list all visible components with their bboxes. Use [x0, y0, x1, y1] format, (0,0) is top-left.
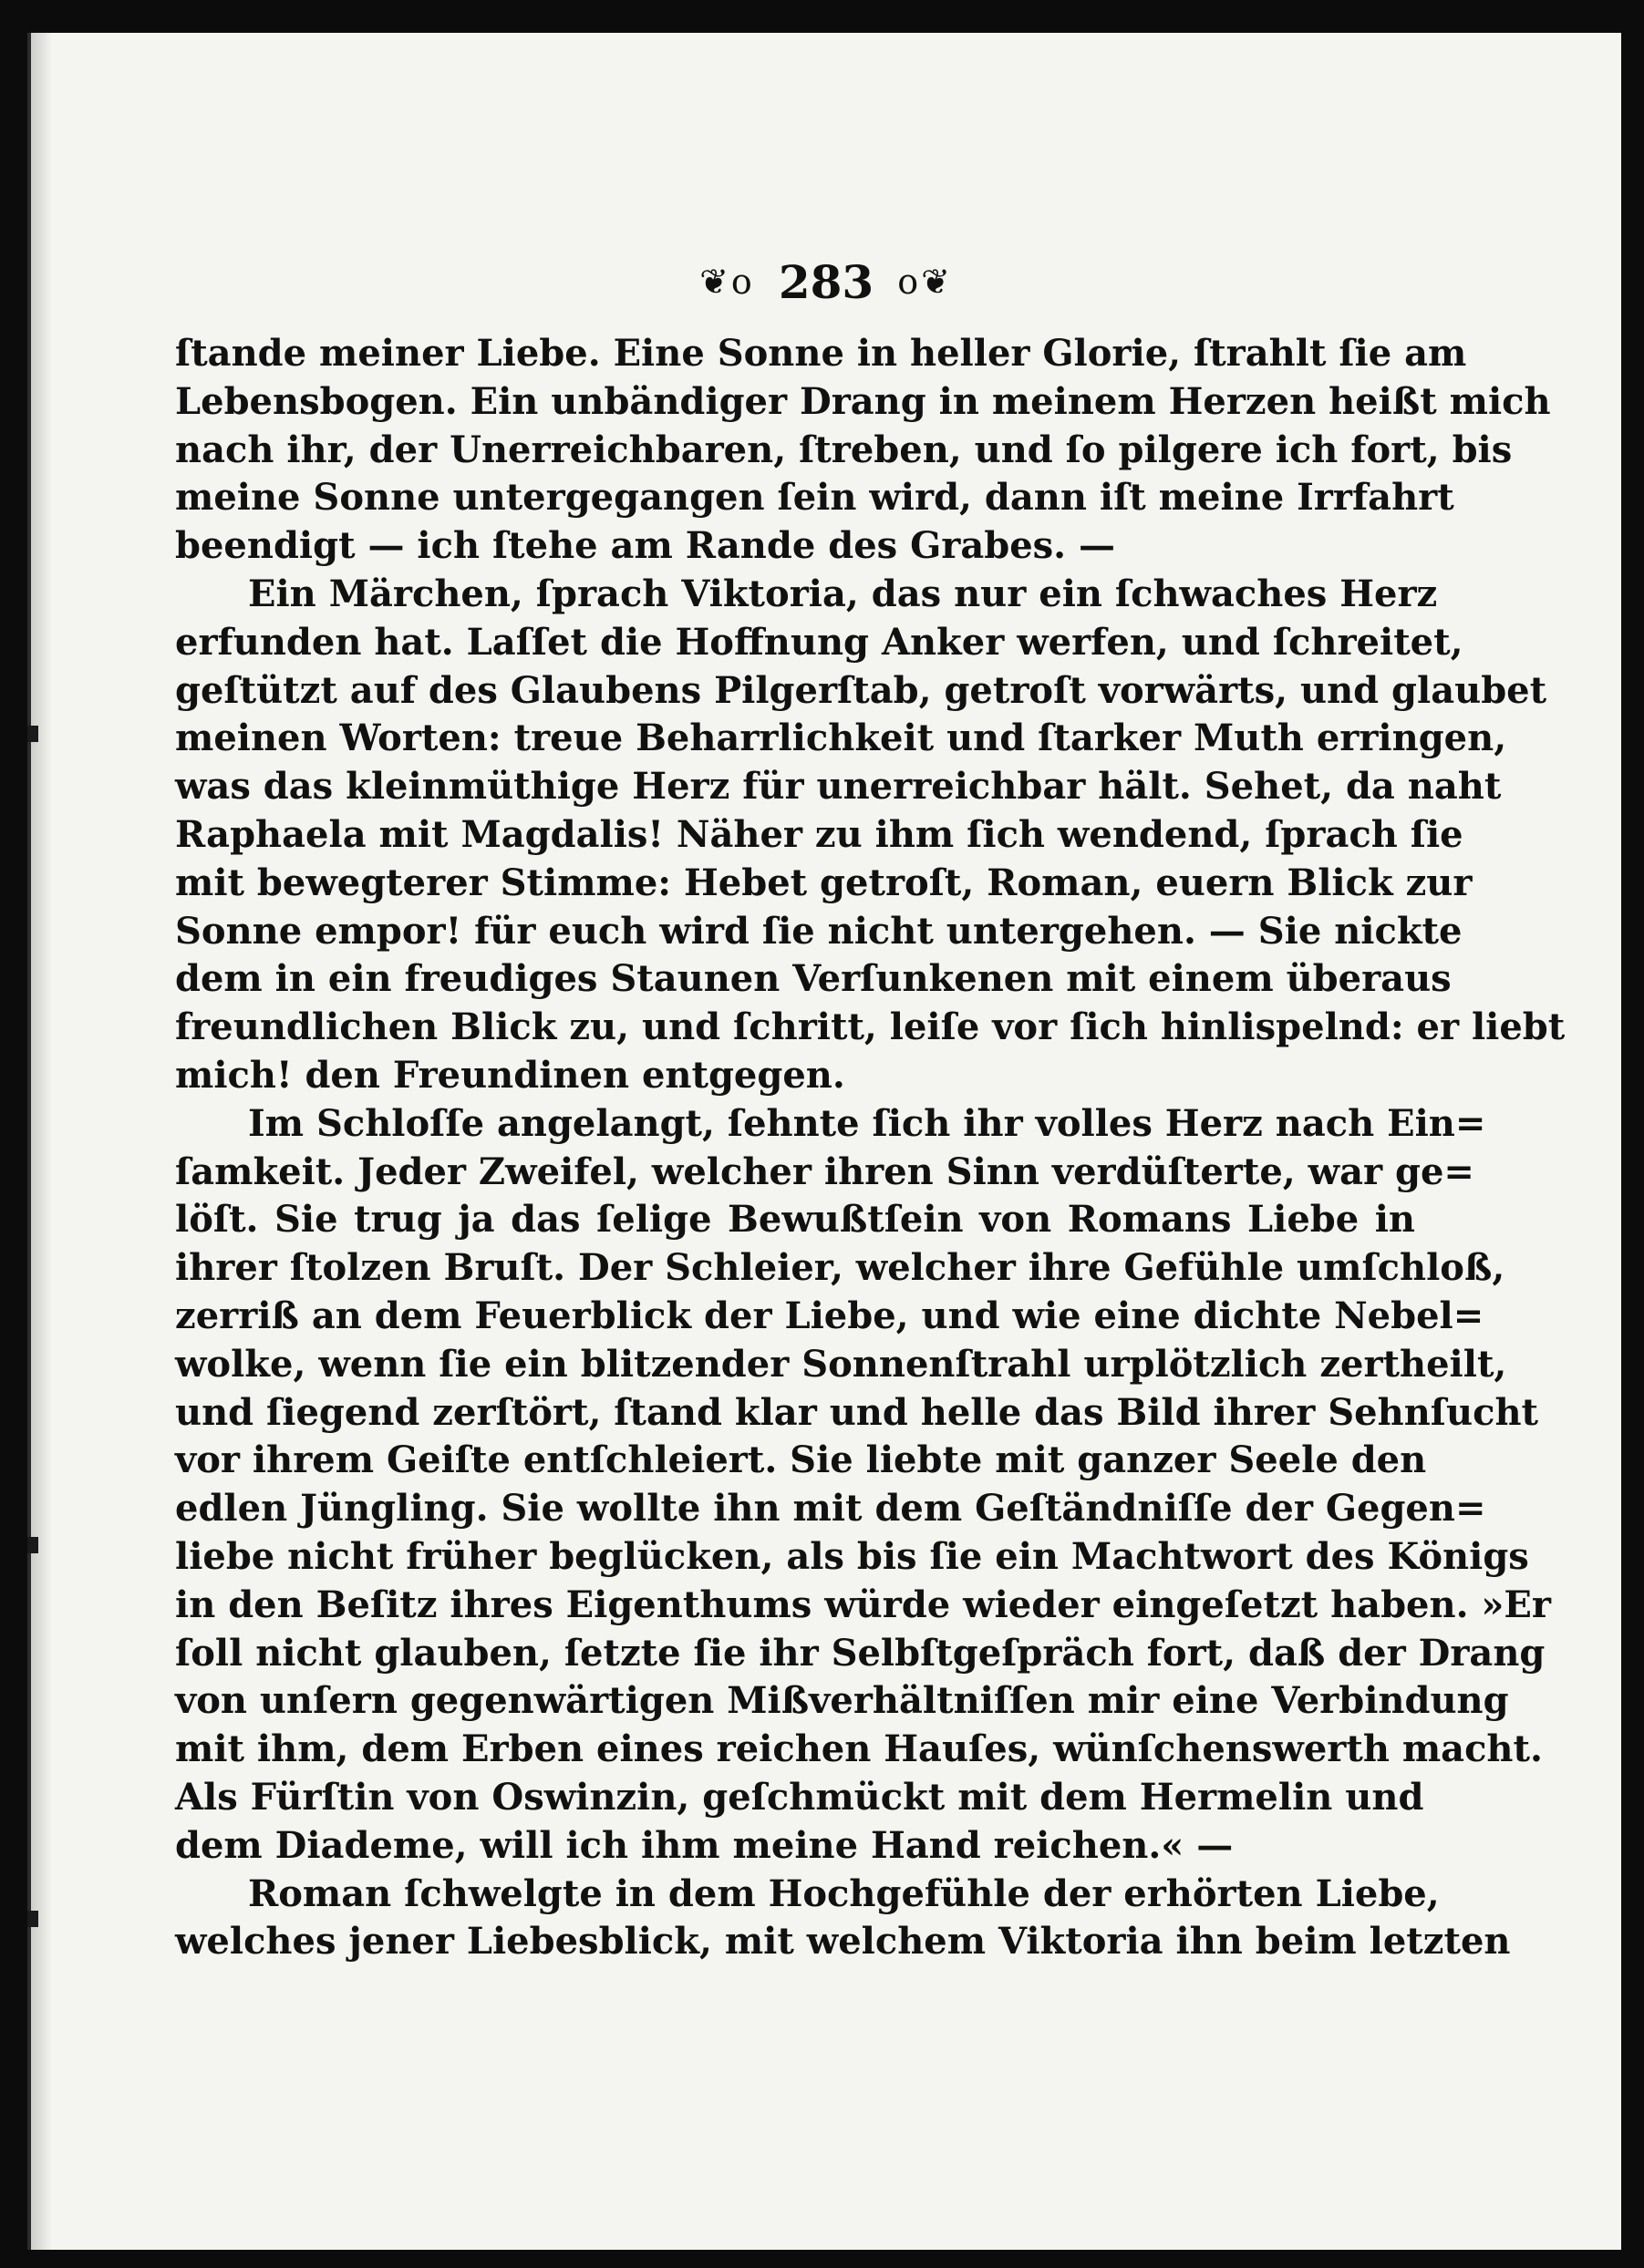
- text-line: Roman ſchwelgte in dem Hochgefühle der erhörten Liebe,: [248, 1871, 1440, 1915]
- text-line: geſtützt auf des Glaubens Pilgerſtab, getroſt vorwärts, und glaubet: [175, 668, 1547, 712]
- text-line: und ſiegend zerſtört, ſtand klar und helle das Bild ihrer Sehnſucht: [175, 1390, 1538, 1434]
- header-ornament-left: ❦ο: [699, 262, 755, 302]
- text-line: erfunden hat. Laſſet die Hoffnung Anker werfen, und ſchreitet,: [175, 620, 1463, 664]
- text-line: ſtande meiner Liebe. Eine Sonne in heller Glorie, ſtrahlt ſie am: [175, 332, 1467, 375]
- body-text: [175, 330, 1566, 1966]
- text-line: löſt. Sie trug ja das ſelige Bewußtſein von Romans Liebe in: [175, 1198, 1415, 1242]
- text-line: dem in ein freudiges Staunen Verſunkenen mit einem überaus: [175, 957, 1452, 1001]
- text-line: ſoll nicht glauben, ſetzte ſie ihr Selbſtgeſpräch fort, daß der Drang: [175, 1631, 1546, 1675]
- text-line: Als Fürſtin von Oswinzin, geſchmückt mit dem Hermelin und: [175, 1775, 1424, 1819]
- text-line: mit bewegterer Stimme: Hebet getroſt, Roman, euern Blick zur: [175, 861, 1473, 904]
- text-line: in den Beſitz ihres Eigenthums würde wieder eingeſetzt haben. »Er: [175, 1582, 1551, 1626]
- text-line: mich! den Freundinen entgegen.: [175, 1053, 845, 1097]
- book-page: [27, 33, 1621, 2250]
- text-line: wolke, wenn ſie ein blitzender Sonnenſtrahl urplötzlich zertheilt,: [175, 1342, 1507, 1386]
- text-line: freundlichen Blick zu, und ſchritt, leiſe vor ſich hinlispelnd: er liebt: [175, 1005, 1566, 1049]
- text-line: beendigt — ich ſtehe am Rande des Grabes. —: [175, 524, 1116, 568]
- text-line: meinen Worten: treue Beharrlichkeit und ſtarker Muth erringen,: [175, 716, 1507, 760]
- text-line: vor ihrem Geiſte entſchleiert. Sie liebte mit ganzer Seele den: [175, 1438, 1427, 1482]
- text-line: Im Schloſſe angelangt, ſehnte ſich ihr volles Herz nach Ein=: [248, 1101, 1486, 1145]
- page-header: [31, 250, 1621, 314]
- text-line: Lebensbogen. Ein unbändiger Drang in meinem Herzen heißt mich: [175, 379, 1551, 423]
- text-line: ihrer ſtolzen Bruſt. Der Schleier, welcher ihre Gefühle umſchloß,: [175, 1246, 1505, 1290]
- text-line: von unſern gegenwärtigen Mißverhältniſſen mir eine Verbindung: [175, 1679, 1509, 1723]
- text-line: mit ihm, dem Erben eines reichen Hauſes, wünſchenswerth macht.: [175, 1727, 1543, 1771]
- text-line: welches jener Liebesblick, mit welchem Viktoria ihn beim letzten: [175, 1920, 1511, 1964]
- binding-mark: [27, 1537, 38, 1553]
- text-line: nach ihr, der Unerreichbaren, ſtreben, und ſo pilgere ich fort, bis: [175, 428, 1513, 471]
- text-line: Raphaela mit Magdalis! Näher zu ihm ſich wendend, ſprach ſie: [175, 812, 1463, 856]
- binding-mark: [27, 1911, 38, 1927]
- text-line: Sonne empor! für euch wird ſie nicht untergehen. — Sie nickte: [175, 909, 1463, 953]
- text-line: ſamkeit. Jeder Zweifel, welcher ihren Sinn verdüſterte, war ge=: [175, 1149, 1474, 1193]
- text-line: edlen Jüngling. Sie wollte ihn mit dem Geſtändniſſe der Gegen=: [175, 1487, 1486, 1531]
- text-line: liebe nicht früher beglücken, als bis ſie ein Machtwort des Königs: [175, 1534, 1529, 1578]
- text-line: Ein Märchen, ſprach Viktoria, das nur ein ſchwaches Herz: [248, 572, 1438, 615]
- page-number: 283: [778, 254, 874, 309]
- header-ornament-right: ο❦: [897, 262, 953, 302]
- binding-mark: [27, 726, 38, 742]
- text-line: was das kleinmüthige Herz für unerreichbar hält. Sehet, da naht: [175, 765, 1502, 809]
- text-line: zerriß an dem Feuerblick der Liebe, und wie eine dichte Nebel=: [175, 1294, 1484, 1337]
- text-line: dem Diademe, will ich ihm meine Hand reichen.« —: [175, 1823, 1234, 1867]
- text-line: meine Sonne untergegangen ſein wird, dann iſt meine Irrfahrt: [175, 476, 1454, 520]
